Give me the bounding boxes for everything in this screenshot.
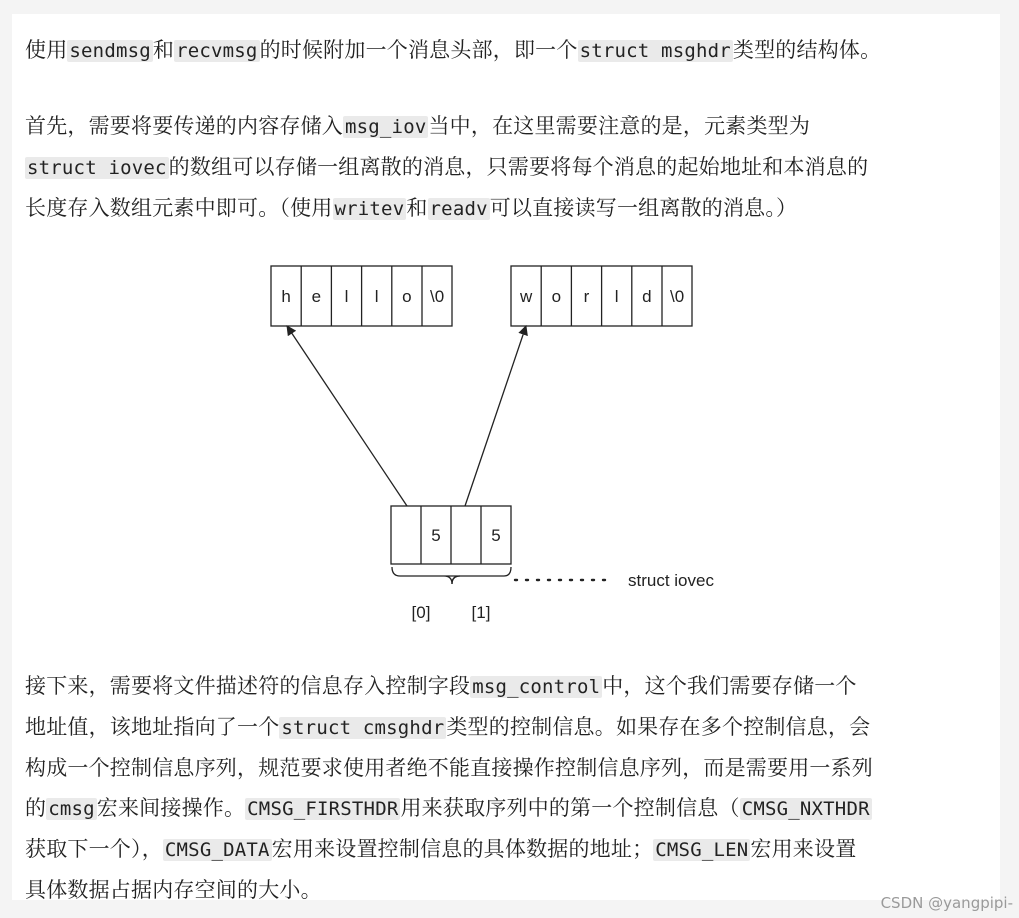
text-run: 宏来间接操作。: [96, 796, 246, 820]
index-label-1: [1]: [471, 603, 491, 622]
paragraph-intro: [25, 30, 881, 71]
inline-code: CMSG_DATA: [164, 839, 270, 861]
text-run: 和: [152, 38, 175, 62]
buffer-cell-char: h: [281, 287, 291, 306]
text-run: 用来获取序列中的第一个控制信息（: [400, 796, 740, 820]
text-run: 和: [406, 196, 428, 220]
text-run: 类型的结构体。: [732, 38, 882, 62]
inline-code: struct iovec: [27, 157, 167, 179]
inline-code: msg_control: [472, 676, 601, 698]
arrow-to-world: [465, 326, 526, 506]
text-run: 接下来，需要将文件描述符的信息存入控制字段: [25, 674, 471, 698]
text-run: 地址值，该地址指向了一个: [25, 715, 280, 739]
inline-code: CMSG_FIRSTHDR: [247, 798, 399, 820]
buffer-cell-char: w: [519, 287, 533, 306]
text-run: 首先，需要将要传递的内容存储入: [25, 114, 343, 138]
text-run: 具体数据占据内存空间的大小。: [25, 878, 322, 902]
iovec-array: [391, 506, 511, 564]
buffer-cell-char: r: [583, 287, 590, 306]
buffer-cell-char: l: [344, 287, 349, 306]
text-run: 使用: [25, 38, 68, 62]
buffer-cell-char: o: [402, 287, 412, 306]
buffer-cell-char: \0: [430, 287, 445, 306]
buffer-cell-char: 5: [491, 526, 501, 545]
brace-0: [392, 567, 460, 584]
hello-buffer: [271, 266, 452, 326]
buffer-cell-char: o: [551, 287, 562, 306]
article-content: [12, 14, 1000, 900]
index-label-0: [0]: [411, 603, 431, 622]
struct-iovec-label: struct iovec: [628, 571, 714, 590]
brace-1: [452, 567, 511, 584]
buffer-cell-char: d: [642, 287, 652, 306]
buffer-cell-char: e: [311, 287, 322, 306]
inline-code: CMSG_LEN: [655, 839, 749, 861]
text-run: 类型的控制信息。如果存在多个控制信息，会: [446, 715, 871, 739]
arrow-to-hello: [287, 326, 407, 506]
inline-code: msg_iov: [345, 116, 427, 138]
text-run: 当中，在这里需要注意的是，元素类型为: [428, 114, 811, 138]
text-run: 长度存入数组元素中即可。（使用: [25, 196, 333, 220]
paragraph-msg-control: [25, 666, 873, 910]
text-run: 的时候附加一个消息头部，即一个: [259, 38, 578, 62]
text-run: 构成一个控制信息序列，规范要求使用者绝不能直接操作控制信息序列，而是需要用一系列: [25, 756, 873, 780]
buffer-cell-char: \0: [670, 287, 685, 306]
inline-code: struct msghdr: [579, 40, 731, 62]
text-run: 的数组可以存储一组离散的消息，只需要将每个消息的起始地址和本消息的: [168, 155, 869, 179]
text-run: 的: [25, 796, 47, 820]
buffer-cell-char: 5: [431, 526, 441, 545]
inline-code: CMSG_NXTHDR: [741, 798, 870, 820]
text-run: 中，这个我们需要存储一个: [602, 674, 857, 698]
text-run: 宏用来设置: [750, 837, 857, 861]
text-run: 宏用来设置控制信息的具体数据的地址；: [271, 837, 654, 861]
text-run: 可以直接读写一组离散的消息。）: [489, 196, 798, 220]
inline-code: struct cmsghdr: [281, 717, 445, 739]
csdn-watermark: CSDN @yangpipi-: [880, 894, 1013, 912]
inline-code: sendmsg: [69, 40, 151, 62]
buffer-cell-char: l: [374, 287, 379, 306]
world-buffer: [511, 266, 692, 326]
iovec-diagram: [12, 244, 1000, 648]
paragraph-msg-iov: [25, 106, 868, 229]
inline-code: readv: [429, 198, 488, 220]
text-run: 获取下一个），: [25, 837, 163, 861]
inline-code: cmsg: [48, 798, 95, 820]
inline-code: writev: [334, 198, 405, 220]
inline-code: recvmsg: [176, 40, 258, 62]
buffer-cell-char: l: [614, 287, 619, 306]
